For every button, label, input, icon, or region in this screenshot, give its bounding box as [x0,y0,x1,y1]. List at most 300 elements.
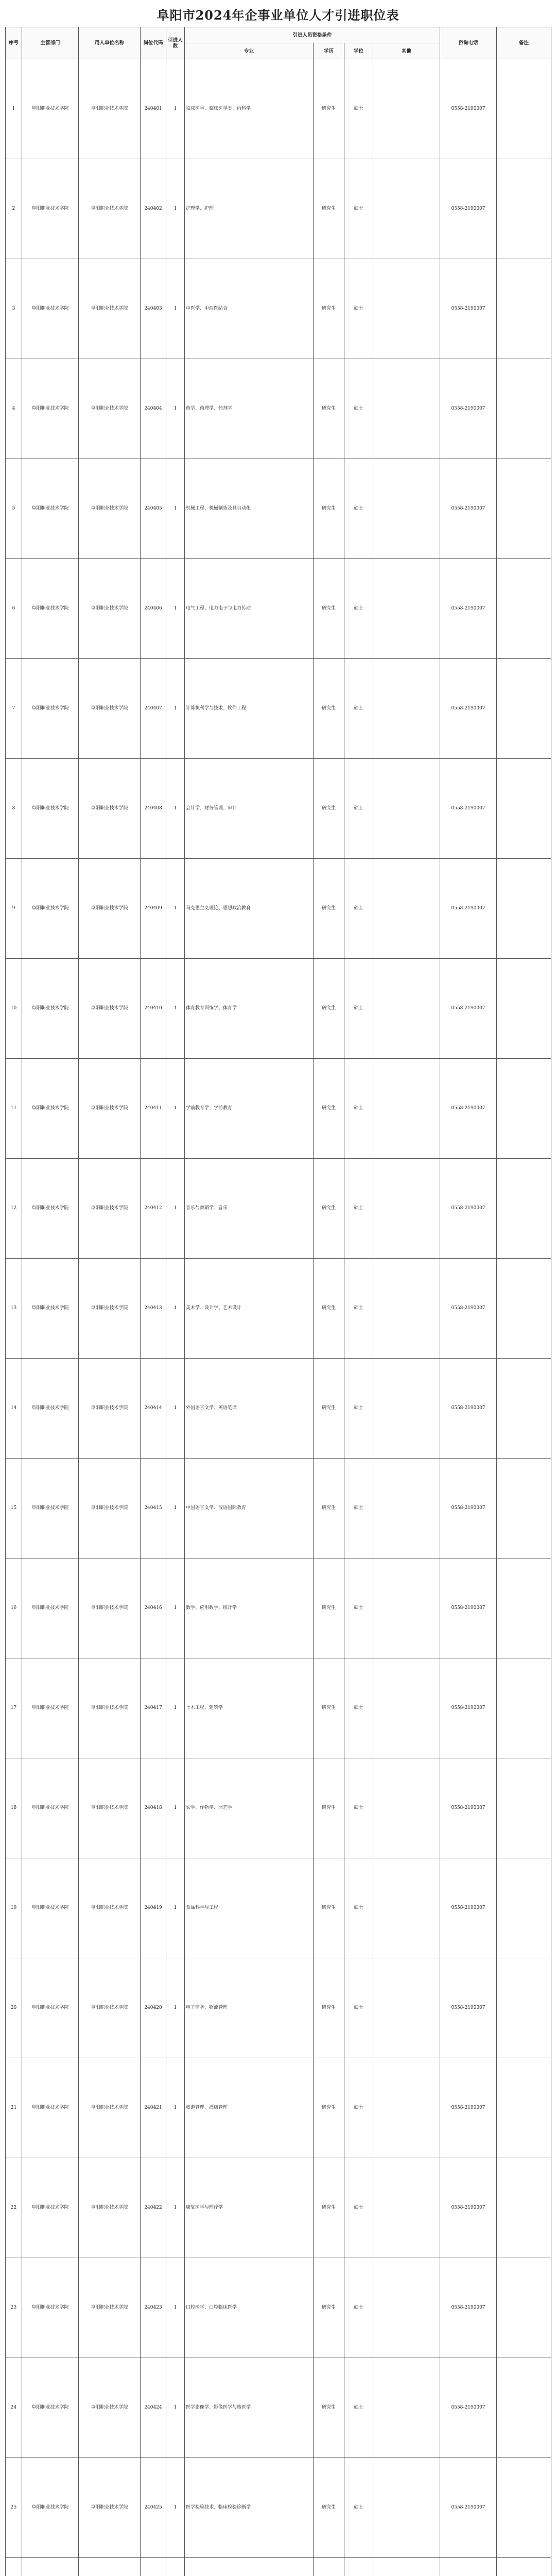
cell-note [497,1658,551,1758]
cell-employer: 阜阳职业技术学院 [79,759,141,859]
table-row [6,1858,551,1958]
cell-seq: 21 [6,2058,22,2158]
cell-education: 研究生 [314,259,344,359]
cell-major: 护理学、护理 [185,159,314,259]
cell-other [373,959,440,1059]
cell-degree: 硕士 [344,359,373,459]
cell-count: 1 [166,1858,185,1958]
cell-education: 研究生 [314,759,344,859]
cell-major: 中国语言文学、汉语国际教育 [185,1459,314,1558]
cell-code: 240404 [141,359,166,459]
cell-note [497,1459,551,1558]
cell-count: 1 [166,1958,185,2058]
cell-major: 马克思主义理论、思想政治教育 [185,859,314,959]
cell-other [373,359,440,459]
cell-unit: 阜阳职业技术学院 [22,1958,79,2058]
cell-seq: 8 [6,759,22,859]
cell-seq: 2 [6,159,22,259]
cell-code: 240413 [141,1259,166,1359]
cell-code: 240406 [141,559,166,659]
cell-seq: 23 [6,2258,22,2358]
cell-other [373,2558,440,2576]
cell-unit: 阜阳职业技术学院 [22,659,79,759]
cell-phone: 0558-2190007 [440,959,497,1059]
table-row [6,1958,551,2058]
positions-table [5,27,551,2576]
cell-phone: 0558-2190007 [440,859,497,959]
cell-education: 研究生 [314,359,344,459]
cell-unit: 阜阳职业技术学院 [22,2258,79,2358]
cell-phone: 0558-2190007 [440,1259,497,1359]
cell-other [373,659,440,759]
cell-employer: 阜阳职业技术学院 [79,1159,141,1259]
header-unit: 主管部门 [22,27,79,59]
cell-other [373,1259,440,1359]
header-degree: 学位 [344,43,373,59]
cell-degree: 硕士 [344,1858,373,1958]
cell-note [497,259,551,359]
cell-phone: 0558-2190007 [440,1059,497,1159]
cell-employer: 阜阳职业技术学院 [79,1059,141,1159]
cell-count: 1 [166,1159,185,1259]
cell-seq: 9 [6,859,22,959]
cell-employer: 阜阳职业技术学院 [79,59,141,159]
cell-major: 旅游管理、酒店管理 [185,2058,314,2158]
cell-degree: 硕士 [344,1359,373,1459]
cell-code [141,2558,166,2576]
cell-seq: 13 [6,1259,22,1359]
cell-note [497,559,551,659]
cell-count: 1 [166,659,185,759]
cell-seq: 1 [6,59,22,159]
cell-seq: 22 [6,2158,22,2258]
header-seq: 序号 [6,27,22,59]
cell-code: 240421 [141,2058,166,2158]
cell-other [373,459,440,559]
cell-count: 1 [166,559,185,659]
cell-degree: 硕士 [344,2058,373,2158]
cell-degree: 硕士 [344,859,373,959]
cell-code: 240423 [141,2258,166,2358]
cell-note [497,1259,551,1359]
cell-unit: 阜阳职业技术学院 [22,2158,79,2258]
cell-major: 数学、应用数学、统计学 [185,1558,314,1658]
cell-phone: 0558-2190007 [440,1758,497,1858]
cell-degree [344,2558,373,2576]
cell-phone: 0558-2190007 [440,2058,497,2158]
cell-count: 1 [166,2158,185,2258]
table-row [6,559,551,659]
cell-unit: 阜阳职业技术学院 [22,259,79,359]
cell-education: 研究生 [314,559,344,659]
cell-count: 1 [166,859,185,959]
cell-unit: 阜阳职业技术学院 [22,759,79,859]
cell-employer [79,2558,141,2576]
cell-seq: 20 [6,1958,22,2058]
cell-count: 1 [166,1658,185,1758]
cell-phone: 0558-2190007 [440,1858,497,1958]
table-row [6,2358,551,2458]
cell-education: 研究生 [314,1758,344,1858]
cell-education: 研究生 [314,859,344,959]
table-row [6,359,551,459]
cell-count: 1 [166,2058,185,2158]
cell-unit: 阜阳职业技术学院 [22,559,79,659]
cell-note [497,1858,551,1958]
cell-phone: 0558-2190007 [440,1958,497,2058]
table-row [6,1758,551,1858]
cell-code: 240425 [141,2458,166,2558]
cell-count: 1 [166,1059,185,1159]
cell-unit: 阜阳职业技术学院 [22,359,79,459]
table-row [6,259,551,359]
cell-note [497,1359,551,1459]
cell-degree: 硕士 [344,1159,373,1259]
cell-unit [22,2558,79,2576]
cell-employer: 阜阳职业技术学院 [79,1259,141,1359]
cell-other [373,2458,440,2558]
table-row [6,1558,551,1658]
cell-code: 240403 [141,259,166,359]
cell-phone: 0558-2190007 [440,559,497,659]
cell-code: 240418 [141,1758,166,1858]
cell-unit: 阜阳职业技术学院 [22,1159,79,1259]
cell-major: 药学、药理学、药剂学 [185,359,314,459]
table-row [6,1159,551,1259]
table-row [6,959,551,1059]
table-row [6,459,551,559]
cell-education: 研究生 [314,2458,344,2558]
cell-unit: 阜阳职业技术学院 [22,1259,79,1359]
cell-unit: 阜阳职业技术学院 [22,2458,79,2558]
cell-phone: 0558-2190007 [440,259,497,359]
cell-employer: 阜阳职业技术学院 [79,1558,141,1658]
cell-unit: 阜阳职业技术学院 [22,59,79,159]
cell-unit: 阜阳职业技术学院 [22,1658,79,1758]
cell-employer: 阜阳职业技术学院 [79,1359,141,1459]
cell-education: 研究生 [314,1059,344,1159]
cell-code: 240416 [141,1558,166,1658]
cell-major: 康复医学与理疗学 [185,2158,314,2258]
header-phone: 咨询电话 [440,27,497,59]
cell-phone: 0558-2190007 [440,1459,497,1558]
table-row [6,2158,551,2258]
cell-note [497,2558,551,2576]
cell-degree: 硕士 [344,2158,373,2258]
cell-seq: 15 [6,1459,22,1558]
cell-major: 食品科学与工程 [185,1858,314,1958]
cell-seq: 12 [6,1159,22,1259]
cell-note [497,2158,551,2258]
cell-major: 医学检验技术、临床检验诊断学 [185,2458,314,2558]
table-row [6,1259,551,1359]
cell-education: 研究生 [314,1958,344,2058]
cell-note [497,1059,551,1159]
cell-major: 临床医学、临床医学类、内科学 [185,59,314,159]
cell-unit: 阜阳职业技术学院 [22,2358,79,2458]
cell-note [497,2258,551,2358]
table-row [6,659,551,759]
cell-employer: 阜阳职业技术学院 [79,259,141,359]
cell-employer: 阜阳职业技术学院 [79,659,141,759]
cell-other [373,1059,440,1159]
header-employer: 用人单位名称 [79,27,141,59]
cell-unit: 阜阳职业技术学院 [22,959,79,1059]
table-row [6,1658,551,1758]
cell-employer: 阜阳职业技术学院 [79,1459,141,1558]
cell-major: 农学、作物学、园艺学 [185,1758,314,1858]
cell-other [373,1359,440,1459]
cell-other [373,2058,440,2158]
table-row [6,859,551,959]
cell-seq: 19 [6,1858,22,1958]
cell-phone: 0558-2190007 [440,359,497,459]
document-title: 阜阳市2024年企事业单位人才引进职位表 [157,8,399,23]
cell-unit: 阜阳职业技术学院 [22,1359,79,1459]
cell-education: 研究生 [314,1658,344,1758]
cell-employer: 阜阳职业技术学院 [79,2158,141,2258]
cell-count: 1 [166,1758,185,1858]
cell-major: 机械工程、机械制造及其自动化 [185,459,314,559]
cell-note [497,1558,551,1658]
cell-note [497,859,551,959]
cell-phone: 0558-2190007 [440,2258,497,2358]
cell-seq: 11 [6,1059,22,1159]
cell-employer: 阜阳职业技术学院 [79,2258,141,2358]
cell-employer: 阜阳职业技术学院 [79,159,141,259]
cell-education: 研究生 [314,159,344,259]
cell-seq: 17 [6,1658,22,1758]
cell-degree: 硕士 [344,459,373,559]
cell-employer: 阜阳职业技术学院 [79,1758,141,1858]
cell-count: 1 [166,1558,185,1658]
cell-unit: 阜阳职业技术学院 [22,459,79,559]
cell-code: 240420 [141,1958,166,2058]
cell-count: 1 [166,259,185,359]
cell-count: 1 [166,1359,185,1459]
cell-seq: 6 [6,559,22,659]
cell-education: 研究生 [314,959,344,1059]
cell-employer: 阜阳职业技术学院 [79,2058,141,2158]
table-row [6,159,551,259]
cell-degree: 硕士 [344,1658,373,1758]
cell-degree: 硕士 [344,2358,373,2458]
cell-other [373,2258,440,2358]
cell-count: 1 [166,959,185,1059]
cell-code: 240402 [141,159,166,259]
cell-phone: 0558-2190007 [440,59,497,159]
cell-count: 1 [166,159,185,259]
cell-other [373,859,440,959]
cell-count: 1 [166,359,185,459]
cell-count: 1 [166,2358,185,2458]
cell-other [373,759,440,859]
cell-other [373,1159,440,1259]
cell-phone: 0558-2190007 [440,1658,497,1758]
cell-phone: 0558-2190007 [440,1558,497,1658]
cell-other [373,559,440,659]
table-row [6,2258,551,2358]
cell-seq: 7 [6,659,22,759]
cell-other [373,259,440,359]
cell-education: 研究生 [314,1459,344,1558]
cell-employer: 阜阳职业技术学院 [79,1858,141,1958]
cell-major: 音乐与舞蹈学、音乐 [185,1159,314,1259]
cell-other [373,1858,440,1958]
cell-seq: 14 [6,1359,22,1459]
cell-employer: 阜阳职业技术学院 [79,2358,141,2458]
cell-employer: 阜阳职业技术学院 [79,959,141,1059]
cell-phone: 0558-2190007 [440,759,497,859]
cell-degree: 硕士 [344,1958,373,2058]
cell-education: 研究生 [314,459,344,559]
header-education: 学历 [314,43,344,59]
cell-degree: 硕士 [344,159,373,259]
cell-education: 研究生 [314,1259,344,1359]
cell-major: 中医学、中西医结合 [185,259,314,359]
cell-code: 240422 [141,2158,166,2258]
cell-employer: 阜阳职业技术学院 [79,359,141,459]
cell-education: 研究生 [314,1359,344,1459]
cell-code: 240409 [141,859,166,959]
cell-code: 240417 [141,1658,166,1758]
cell-unit: 阜阳职业技术学院 [22,1558,79,1658]
cell-phone: 0558-2190007 [440,2458,497,2558]
cell-seq: 10 [6,959,22,1059]
cell-other [373,1658,440,1758]
cell-note [497,1958,551,2058]
cell-employer: 阜阳职业技术学院 [79,2458,141,2558]
cell-count: 1 [166,459,185,559]
cell-degree: 硕士 [344,659,373,759]
cell-phone: 0558-2190007 [440,459,497,559]
cell-phone: 0558-2190007 [440,1159,497,1259]
header-major: 专业 [185,43,314,59]
cell-note [497,1758,551,1858]
cell-phone: 0558-2190007 [440,659,497,759]
cell-education: 研究生 [314,2158,344,2258]
cell-phone: 0558-2190007 [440,2158,497,2258]
header-code: 岗位代码 [141,27,166,59]
cell-code: 240414 [141,1359,166,1459]
cell-seq: 4 [6,359,22,459]
cell-other [373,1958,440,2058]
cell-degree: 硕士 [344,59,373,159]
cell-employer: 阜阳职业技术学院 [79,1958,141,2058]
table-row [6,759,551,859]
cell-other [373,2158,440,2258]
cell-note [497,2458,551,2558]
cell-degree: 硕士 [344,959,373,1059]
cell-count: 1 [166,759,185,859]
cell-seq: 18 [6,1758,22,1858]
cell-code: 240419 [141,1858,166,1958]
cell-employer: 阜阳职业技术学院 [79,1658,141,1758]
cell-education: 研究生 [314,659,344,759]
cell-employer: 阜阳职业技术学院 [79,559,141,659]
cell-degree: 硕士 [344,259,373,359]
cell-major: 医学影像学、影像医学与核医学 [185,2358,314,2458]
cell-education [314,2558,344,2576]
cell-other [373,1558,440,1658]
cell-unit: 阜阳职业技术学院 [22,859,79,959]
cell-major: 土木工程、建筑学 [185,1658,314,1758]
cell-count: 1 [166,1259,185,1359]
cell-note [497,1159,551,1259]
cell-education: 研究生 [314,2058,344,2158]
table-row [6,2558,551,2576]
table-row [6,1459,551,1558]
cell-major: 电气工程、电力电子与电力传动 [185,559,314,659]
cell-unit: 阜阳职业技术学院 [22,2058,79,2158]
header-major-group: 引进人员资格条件 [185,27,440,43]
cell-seq: 5 [6,459,22,559]
cell-education: 研究生 [314,2358,344,2458]
cell-note [497,959,551,1059]
cell-other [373,159,440,259]
cell-note [497,159,551,259]
cell-other [373,1758,440,1858]
cell-phone: 0558-2190007 [440,159,497,259]
table-row [6,1359,551,1459]
cell-degree: 硕士 [344,2258,373,2358]
cell-code: 240408 [141,759,166,859]
cell-code: 240415 [141,1459,166,1558]
cell-unit: 阜阳职业技术学院 [22,159,79,259]
cell-seq: 25 [6,2458,22,2558]
cell-degree: 硕士 [344,1758,373,1858]
table-body [6,59,551,2576]
cell-phone [440,2558,497,2576]
cell-unit: 阜阳职业技术学院 [22,1758,79,1858]
cell-phone: 0558-2190007 [440,1359,497,1459]
cell-degree: 硕士 [344,1059,373,1159]
cell-note [497,759,551,859]
cell-note [497,59,551,159]
cell-education: 研究生 [314,1558,344,1658]
cell-count: 1 [166,1459,185,1558]
cell-seq: 16 [6,1558,22,1658]
cell-major: 体育教育训练学、体育学 [185,959,314,1059]
cell-note [497,2058,551,2158]
cell-code: 240412 [141,1159,166,1259]
cell-code: 240411 [141,1059,166,1159]
table-row [6,2458,551,2558]
cell-employer: 阜阳职业技术学院 [79,859,141,959]
cell-seq: 24 [6,2358,22,2458]
cell-degree: 硕士 [344,1259,373,1359]
cell-major: 美术学、设计学、艺术设计 [185,1259,314,1359]
cell-phone: 0558-2190007 [440,2358,497,2458]
cell-degree: 硕士 [344,2458,373,2558]
cell-count: 1 [166,2458,185,2558]
cell-major: 会计学、财务管理、审计 [185,759,314,859]
table-row [6,1059,551,1159]
cell-count: 1 [166,2258,185,2358]
cell-degree: 硕士 [344,559,373,659]
cell-unit: 阜阳职业技术学院 [22,1059,79,1159]
cell-code: 240401 [141,59,166,159]
cell-education: 研究生 [314,59,344,159]
cell-code: 240410 [141,959,166,1059]
cell-degree: 硕士 [344,1558,373,1658]
cell-unit: 阜阳职业技术学院 [22,1858,79,1958]
cell-other [373,1459,440,1558]
cell-employer: 阜阳职业技术学院 [79,459,141,559]
cell-seq [6,2558,22,2576]
cell-other [373,2358,440,2458]
cell-note [497,659,551,759]
